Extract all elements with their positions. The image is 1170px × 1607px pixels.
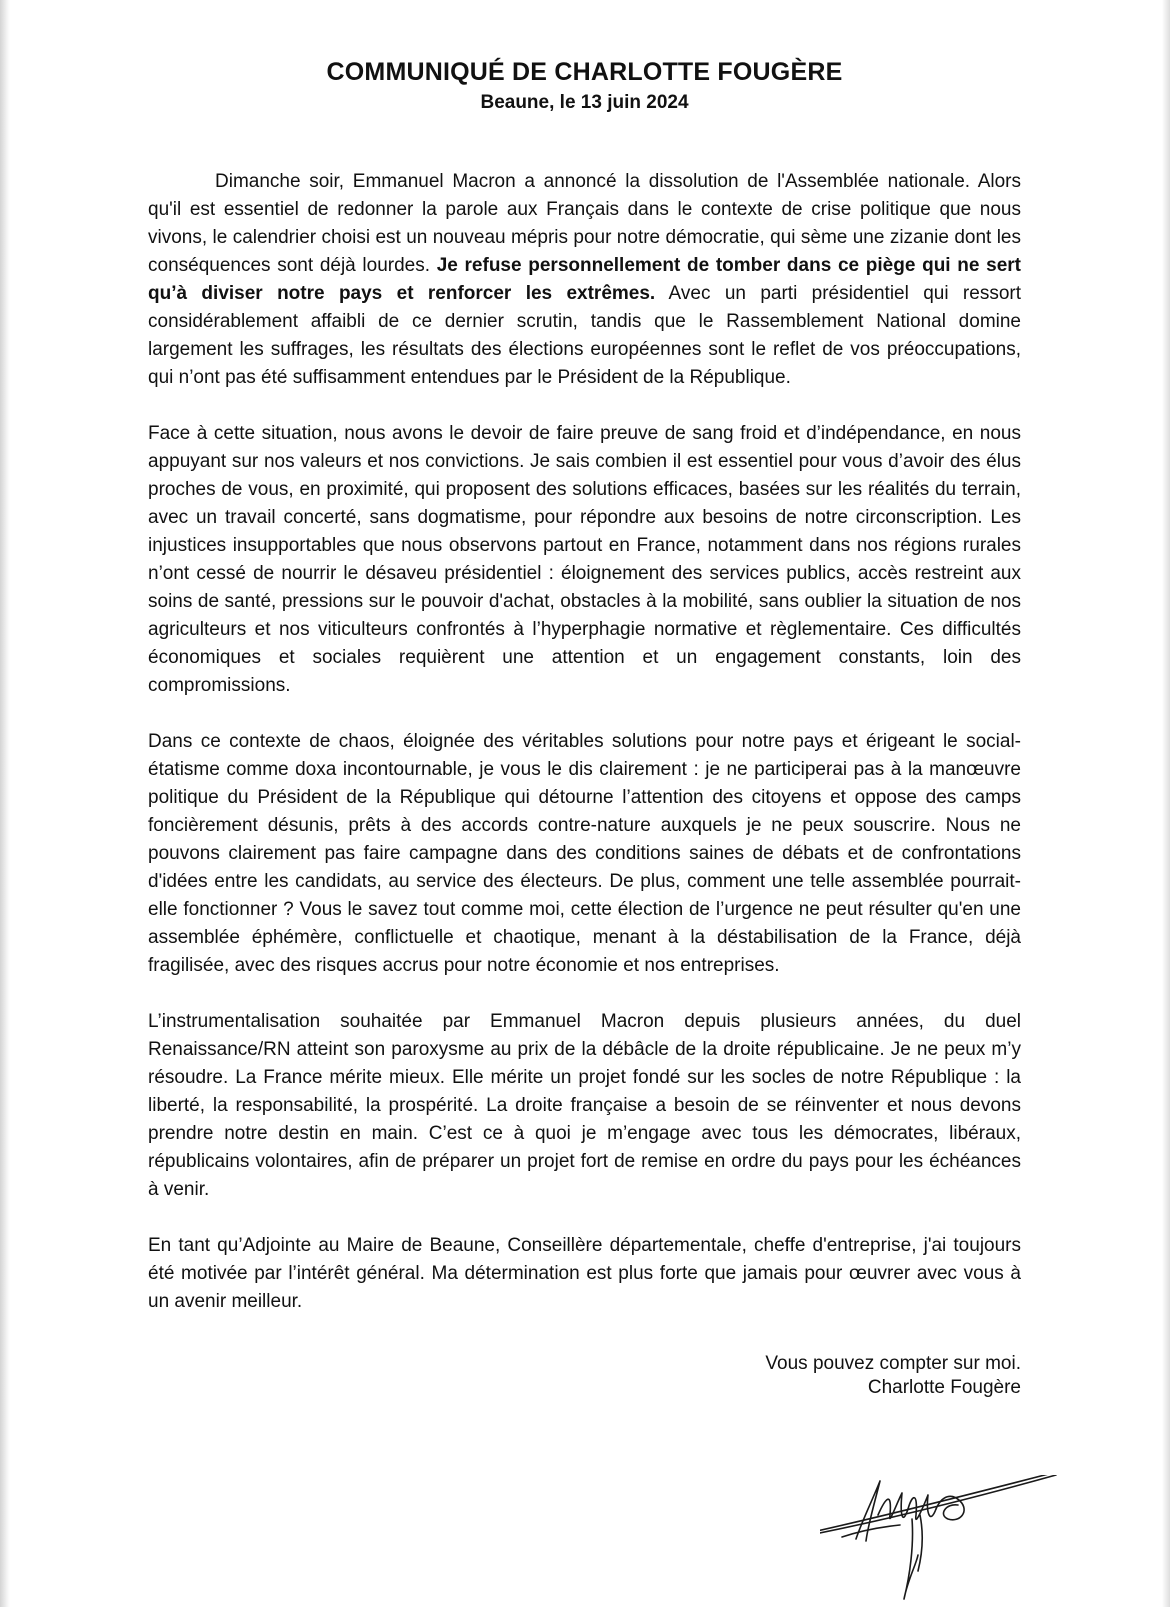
handwritten-signature [820,1475,1060,1605]
paragraph-5: En tant qu’Adjointe au Maire de Beaune, Conseillère départementale, cheffe d'entreprise, j'ai toujours été motivée par l’intérêt général. Ma détermination est plus forte que jamais pour œuvrer avec vous à un avenir meilleur. [148,1235,1021,1312]
page-shadow-right [1162,0,1170,1607]
document-body [148,56,1021,1400]
closing-block [148,1352,1021,1400]
page-shadow-left [0,0,10,1607]
paragraph-3: Dans ce contexte de chaos, éloignée des véritables solutions pour notre pays et érigeant le social-étatisme comme doxa incontournable, je vous le dis clairement : je ne participerai pas à la manœuvre politique du Président de la République qui détourne l’attention des citoyens et oppose des camps foncièrement désunis, prêts à des accords contre-nature auxquels je ne peux souscrire. Nous ne pouvons clairement pas faire campagne dans des conditions saines de débats et de confrontations d'idées entre les candidats, au service des électeurs. De plus, comment une telle assemblée pourrait-elle fonctionner ? Vous le savez tout comme moi, cette élection de l’urgence ne peut résulter qu'en une assemblée éphémère, conflictuelle et chaotique, menant à la déstabilisation de la France, déjà fragilisée, avec des risques accrus pour notre économie et nos entreprises. [148,731,1021,976]
document-title: COMMUNIQUÉ DE CHARLOTTE FOUGÈRE [326,58,843,86]
paragraph-2: Face à cette situation, nous avons le devoir de faire preuve de sang froid et d’indépendance, en nous appuyant sur nos valeurs et nos convictions. Je sais combien il est essentiel pour vous d’avoir des élus proches de vous, en proximité, qui proposent des solutions efficaces, basées sur les réalités du terrain, avec un travail concerté, sans dogmatisme, pour répondre aux besoins de notre circonscription. Les injustices insupportables que nous observons partout en France, notamment dans nos régions rurales n’ont cessé de nourrir le désaveu présidentiel : éloignement des services publics, accès restreint aux soins de santé, pressions sur le pouvoir d'achat, obstacles à la mobilité, sans oublier la situation de nos agriculteurs et nos viticulteurs confrontés à l’hyperphagie normative et règlementaire. Ces difficultés économiques et sociales requièrent une attention et un engagement constants, loin des compromissions. [148,423,1021,696]
signatory-name: Charlotte Fougère [867,1377,1021,1398]
paragraph-1-intro: Dimanche soir, Emmanuel Macron a annoncé la dissolution de l'Assemblée nationale. Alors qu'il est essentiel de redonner la parole aux Français dans le contexte de crise politique que nous vivons, le calendrier choisi est un nouveau mépris pour notre démocratie, qui sème une zizanie dont les conséquences sont déjà lourdes. [148,171,1021,276]
paragraph-1 [148,168,1021,392]
place-date: Beaune, le 13 juin 2024 [480,92,689,113]
paragraph-4: L’instrumentalisation souhaitée par Emmanuel Macron depuis plusieurs années, du duel Renaissance/RN atteint son paroxysme au prix de la débâcle de la droite républicaine. Je ne peux m’y résoudre. La France mérite mieux. Elle mérite un projet fondé sur les socles de notre République : la liberté, la responsabilité, la prospérité. La droite française a besoin de se réinventer et nous devons prendre notre destin en main. C’est ce à quoi je m’engage avec tous les démocrates, libéraux, républicains volontaires, afin de préparer un projet fort de remise en ordre du pays pour les échéances à venir. [148,1011,1021,1200]
paragraph-1-rest: Avec un parti présidentiel qui ressort considérablement affaibli de ce dernier scrutin, tandis que le Rassemblement National domine largement les suffrages, les résultats des élections européennes sont le reflet de vos préoccupations, qui n’ont pas été suffisamment entendues par le Président de la République. [148,283,1022,388]
paragraph-1-bold-statement: Je refuse personnellement de tomber dans ce piège qui ne sert qu’à diviser notre pays et renforcer les extrêmes. [148,255,1021,304]
closing-line: Vous pouvez compter sur moi. [765,1353,1021,1374]
